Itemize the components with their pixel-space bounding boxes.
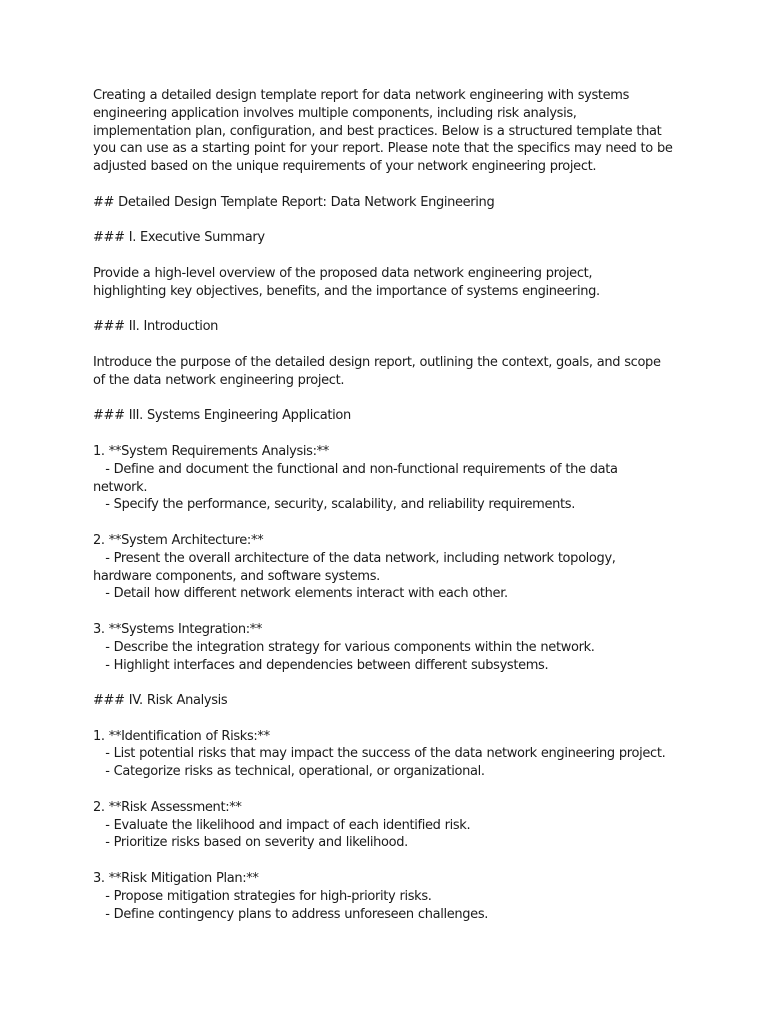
list-item: [93, 799, 683, 852]
list-item-title: 2. **System Architecture:**: [93, 532, 264, 548]
list-item-line: hardware components, and software systems.: [93, 568, 380, 584]
list-item: [93, 870, 683, 923]
list-item-line: network.: [93, 479, 148, 495]
list-item: [93, 621, 683, 674]
section-heading-introduction: ### II. Introduction: [93, 319, 219, 335]
intro-line: engineering application involves multiple components, including risk analysis,: [93, 105, 577, 121]
spacer: [93, 852, 683, 870]
section-heading-systems-engineering: ### III. Systems Engineering Application: [93, 408, 351, 424]
intro-line: adjusted based on the unique requirements of your network engineering project.: [93, 159, 597, 175]
paragraph-line: Introduce the purpose of the detailed design report, outlining the context, goals, and scope: [93, 354, 661, 370]
spacer: [93, 336, 683, 354]
paragraph-line: Provide a high-level overview of the proposed data network engineering project,: [93, 265, 593, 281]
list-item-line: - Present the overall architecture of the data network, including network topology,: [93, 550, 616, 566]
spacer: [93, 176, 683, 194]
spacer: [93, 710, 683, 728]
section-heading-risk-analysis: ### IV. Risk Analysis: [93, 693, 228, 709]
spacer: [93, 247, 683, 265]
spacer: [93, 781, 683, 799]
list-item: [93, 728, 683, 781]
paragraph-line: of the data network engineering project.: [93, 372, 345, 388]
list-item-title: 3. **Systems Integration:**: [93, 621, 263, 637]
executive-summary-paragraph: [93, 265, 683, 301]
section-heading-executive-summary: ### I. Executive Summary: [93, 230, 265, 246]
list-item-title: 2. **Risk Assessment:**: [93, 799, 242, 815]
introduction-paragraph: [93, 354, 683, 390]
list-item-line: - Specify the performance, security, scalability, and reliability requirements.: [93, 497, 575, 513]
spacer: [93, 212, 683, 230]
list-item-line: - Describe the integration strategy for various components within the network.: [93, 639, 595, 655]
intro-line: you can use as a starting point for your report. Please note that the specifics may need to be: [93, 141, 673, 157]
list-item-line: - Define and document the functional and non-functional requirements of the data: [93, 461, 618, 477]
intro-line: implementation plan, configuration, and best practices. Below is a structured template that: [93, 123, 662, 139]
list-item-title: 3. **Risk Mitigation Plan:**: [93, 871, 259, 887]
paragraph-line: highlighting key objectives, benefits, and the importance of systems engineering.: [93, 283, 600, 299]
list-item-line: - Prioritize risks based on severity and likelihood.: [93, 835, 408, 851]
intro-line: Creating a detailed design template report for data network engineering with systems: [93, 88, 630, 103]
spacer: [93, 390, 683, 408]
spacer: [93, 674, 683, 692]
list-item-line: - Propose mitigation strategies for high-priority risks.: [93, 888, 432, 904]
spacer: [93, 301, 683, 319]
document-title: ## Detailed Design Template Report: Data Network Engineering: [93, 194, 495, 210]
intro-paragraph: [93, 87, 683, 176]
list-item-line: - Categorize risks as technical, operational, or organizational.: [93, 764, 485, 780]
list-item-line: - Highlight interfaces and dependencies between different subsystems.: [93, 657, 549, 673]
list-item: [93, 532, 683, 603]
spacer: [93, 425, 683, 443]
list-item-title: 1. **Identification of Risks:**: [93, 728, 270, 744]
spacer: [93, 514, 683, 532]
list-item-title: 1. **System Requirements Analysis:**: [93, 443, 329, 459]
document-page: [93, 87, 683, 923]
list-item-line: - Evaluate the likelihood and impact of each identified risk.: [93, 817, 471, 833]
list-item-line: - Define contingency plans to address unforeseen challenges.: [93, 906, 489, 922]
list-item-line: - Detail how different network elements interact with each other.: [93, 586, 508, 602]
list-item-line: - List potential risks that may impact the success of the data network engineering project.: [93, 746, 666, 762]
spacer: [93, 603, 683, 621]
list-item: [93, 443, 683, 514]
